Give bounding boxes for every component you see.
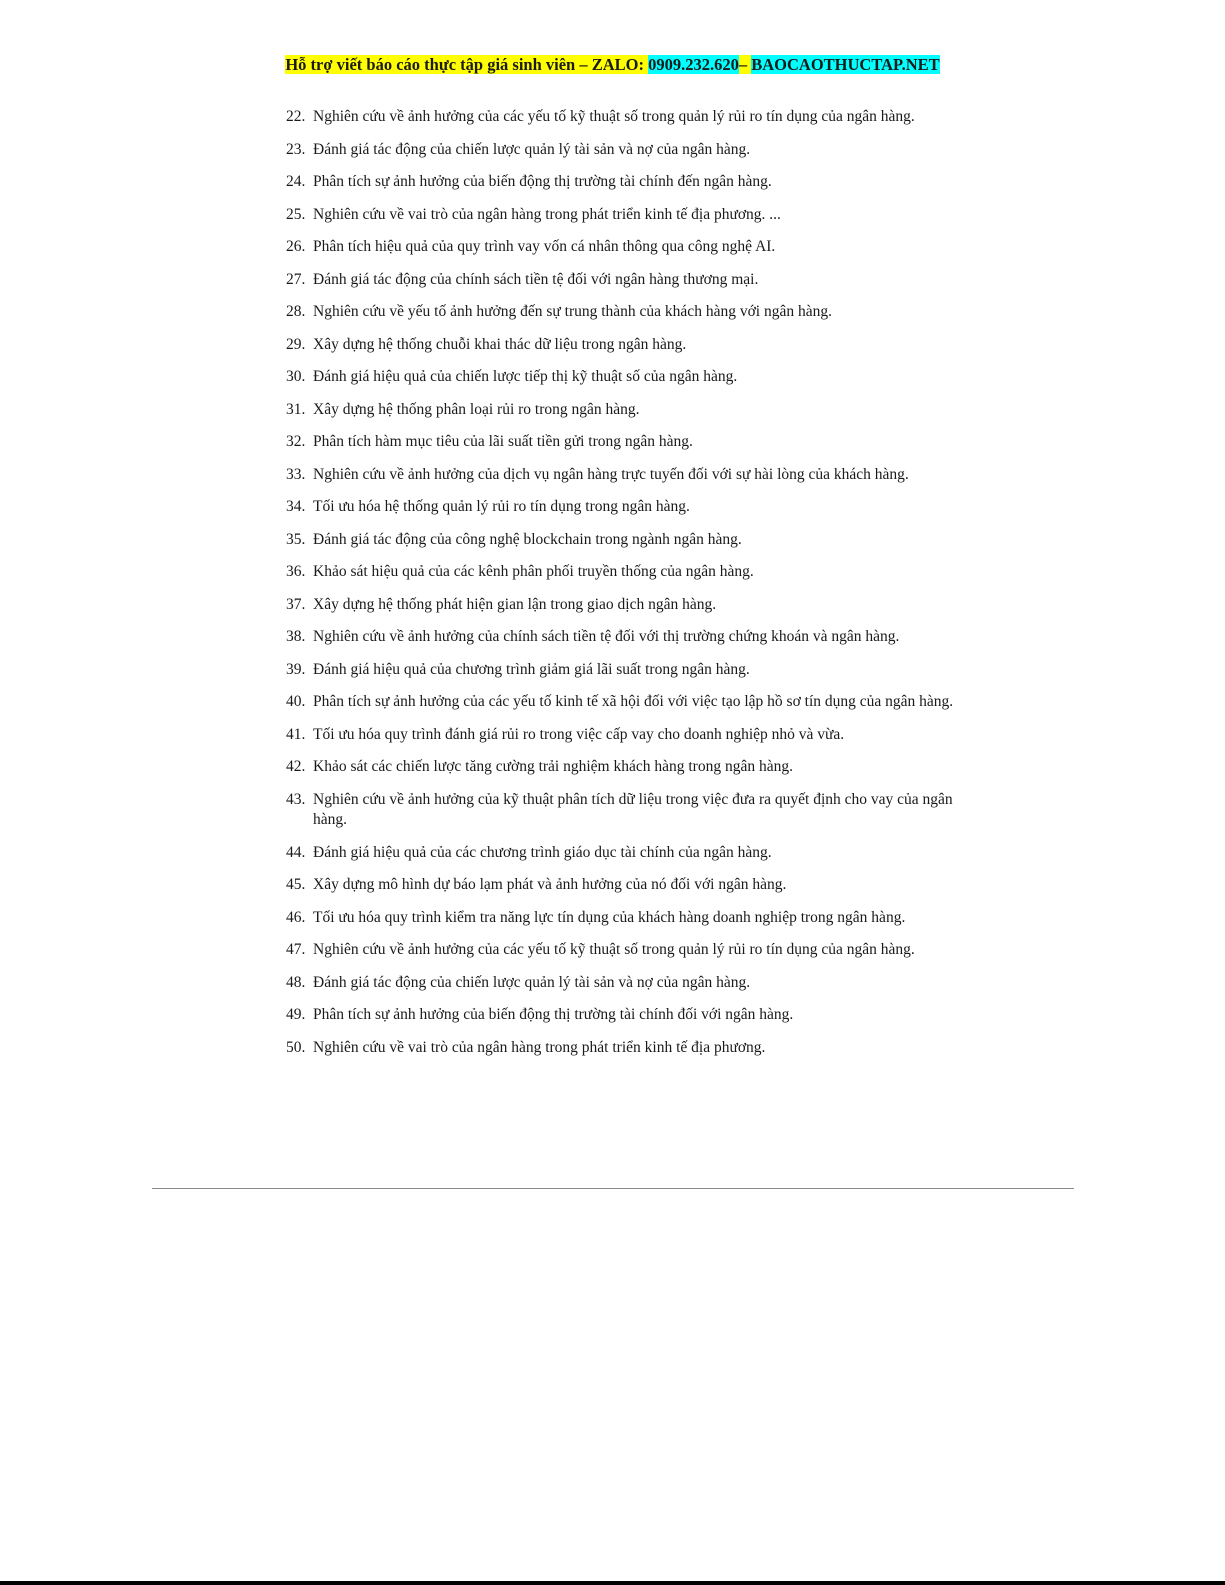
list-item — [286, 302, 966, 323]
list-item-text: Xây dựng hệ thống chuỗi khai thác dữ liệu trong ngân hàng. — [313, 335, 687, 353]
list-item-text: Xây dựng hệ thống phát hiện gian lận trong giao dịch ngân hàng. — [313, 595, 717, 613]
list-item-number: 25. — [286, 205, 306, 223]
list-item — [286, 940, 966, 961]
list-item-number: 38. — [286, 628, 306, 645]
list-item-number: 44. — [286, 843, 306, 861]
list-item-number: 30. — [286, 368, 306, 385]
list-item-text: Đánh giá tác động của chính sách tiền tệ đối với ngân hàng thương mại. — [313, 270, 759, 288]
list-item — [286, 205, 966, 226]
list-item-text: Nghiên cứu về ảnh hưởng của kỹ thuật phân tích dữ liệu trong việc đưa ra quyết định cho vay của ngân hàng. — [313, 790, 953, 828]
list-item-text: Phân tích hiệu quả của quy trình vay vốn cá nhân thông qua công nghệ AI. — [313, 238, 776, 255]
page-bottom-edge — [0, 1581, 1225, 1585]
list-item — [286, 790, 966, 831]
list-item-text: Nghiên cứu về yếu tố ảnh hưởng đến sự trung thành của khách hàng với ngân hàng. — [313, 303, 832, 320]
header-dash: – — [738, 55, 752, 74]
list-item-number: 39. — [286, 660, 306, 678]
list-item-number: 31. — [286, 400, 306, 418]
list-item-text: Nghiên cứu về vai trò của ngân hàng trong phát triển kinh tế địa phương. ... — [313, 205, 781, 223]
list-item-number: 27. — [286, 270, 306, 288]
list-item-text: Đánh giá hiệu quả của chiến lược tiếp thị kỹ thuật số của ngân hàng. — [313, 368, 738, 385]
list-item — [286, 843, 966, 864]
list-item-number: 40. — [286, 693, 306, 710]
list-item-text: Nghiên cứu về ảnh hưởng của các yếu tố kỹ thuật số trong quản lý rủi ro tín dụng của ngân hàng. — [313, 941, 915, 958]
list-item-number: 32. — [286, 433, 306, 450]
list-item — [286, 140, 966, 161]
page-header — [0, 54, 1225, 76]
list-item — [286, 595, 966, 616]
list-item-number: 50. — [286, 1038, 306, 1056]
list-item-text: Tối ưu hóa quy trình kiểm tra năng lực tín dụng của khách hàng doanh nghiệp trong ngân hàng. — [313, 908, 906, 926]
list-item — [286, 562, 966, 583]
list-item-number: 26. — [286, 238, 306, 255]
page-divider — [152, 1188, 1074, 1189]
list-item-number: 41. — [286, 725, 306, 743]
topic-list — [286, 107, 966, 1070]
list-item-text: Xây dựng mô hình dự báo lạm phát và ảnh hưởng của nó đối với ngân hàng. — [313, 876, 787, 893]
list-item-text: Xây dựng hệ thống phân loại rủi ro trong ngân hàng. — [313, 400, 640, 418]
list-item-text: Nghiên cứu về ảnh hưởng của các yếu tố kỹ thuật số trong quản lý rủi ro tín dụng của ngân hàng. — [313, 108, 915, 125]
list-item-text: Phân tích sự ảnh hưởng của biến động thị trường tài chính đối với ngân hàng. — [313, 1006, 794, 1023]
list-item — [286, 627, 966, 648]
list-item-number: 28. — [286, 303, 306, 320]
list-item-number: 37. — [286, 595, 306, 613]
list-item — [286, 530, 966, 551]
list-item-number: 35. — [286, 530, 306, 548]
list-item-text: Phân tích sự ảnh hưởng của biến động thị trường tài chính đến ngân hàng. — [313, 173, 772, 190]
list-item-text: Đánh giá hiệu quả của chương trình giảm giá lãi suất trong ngân hàng. — [313, 660, 750, 678]
list-item-number: 36. — [286, 563, 306, 580]
list-item-text: Đánh giá tác động của công nghệ blockchain trong ngành ngân hàng. — [313, 530, 742, 548]
list-item — [286, 725, 966, 746]
list-item-number: 23. — [286, 140, 306, 158]
list-item — [286, 1005, 966, 1026]
list-item-text: Tối ưu hóa quy trình đánh giá rủi ro trong việc cấp vay cho doanh nghiệp nhỏ và vừa. — [313, 725, 845, 743]
list-item-number: 42. — [286, 758, 306, 775]
header-support-text: Hỗ trợ viết báo cáo thực tập giá sinh viên – ZALO: — [285, 55, 649, 74]
list-item — [286, 973, 966, 994]
list-item-number: 33. — [286, 465, 306, 483]
list-item-text: Phân tích hàm mục tiêu của lãi suất tiền gửi trong ngân hàng. — [313, 433, 693, 450]
list-item — [286, 908, 966, 929]
list-item — [286, 432, 966, 453]
list-item-number: 43. — [286, 790, 306, 808]
header-site-link[interactable]: BAOCAOTHUCTAP.NET — [751, 55, 940, 74]
list-item-number: 47. — [286, 941, 306, 958]
list-item — [286, 367, 966, 388]
list-item — [286, 237, 966, 258]
list-item-number: 46. — [286, 908, 306, 926]
list-item-text: Nghiên cứu về ảnh hưởng của dịch vụ ngân hàng trực tuyến đối với sự hài lòng của khách hàng. — [313, 465, 909, 483]
list-item — [286, 172, 966, 193]
list-item-number: 34. — [286, 498, 306, 515]
list-item — [286, 875, 966, 896]
list-item-text: Nghiên cứu về vai trò của ngân hàng trong phát triển kinh tế địa phương. — [313, 1038, 766, 1056]
list-item-text: Đánh giá tác động của chiến lược quản lý tài sản và nợ của ngân hàng. — [313, 140, 751, 158]
list-item-text: Khảo sát hiệu quả của các kênh phân phối truyền thống của ngân hàng. — [313, 563, 754, 580]
list-item — [286, 692, 966, 713]
list-item-number: 48. — [286, 973, 306, 991]
list-item-text: Nghiên cứu về ảnh hưởng của chính sách tiền tệ đối với thị trường chứng khoán và ngân hàng. — [313, 628, 900, 645]
list-item — [286, 107, 966, 128]
list-item-number: 24. — [286, 173, 306, 190]
list-item — [286, 270, 966, 291]
list-item — [286, 1038, 966, 1059]
list-item-number: 29. — [286, 335, 306, 353]
list-item — [286, 465, 966, 486]
list-item — [286, 757, 966, 778]
list-item — [286, 497, 966, 518]
list-item-text: Tối ưu hóa hệ thống quản lý rủi ro tín dụng trong ngân hàng. — [313, 498, 690, 515]
list-item-number: 49. — [286, 1006, 306, 1023]
list-item-text: Phân tích sự ảnh hưởng của các yếu tố kinh tế xã hội đối với việc tạo lập hồ sơ tín dụng của ngân hàng. — [313, 693, 954, 710]
list-item-text: Khảo sát các chiến lược tăng cường trải nghiệm khách hàng trong ngân hàng. — [313, 758, 793, 775]
list-item-number: 45. — [286, 876, 306, 893]
header-phone-link[interactable]: 0909.232.620 — [648, 55, 739, 74]
list-item-text: Đánh giá hiệu quả của các chương trình giáo dục tài chính của ngân hàng. — [313, 843, 772, 861]
list-item — [286, 335, 966, 356]
list-item-text: Đánh giá tác động của chiến lược quản lý tài sản và nợ của ngân hàng. — [313, 973, 751, 991]
list-item — [286, 400, 966, 421]
list-item-number: 22. — [286, 108, 306, 125]
list-item — [286, 660, 966, 681]
